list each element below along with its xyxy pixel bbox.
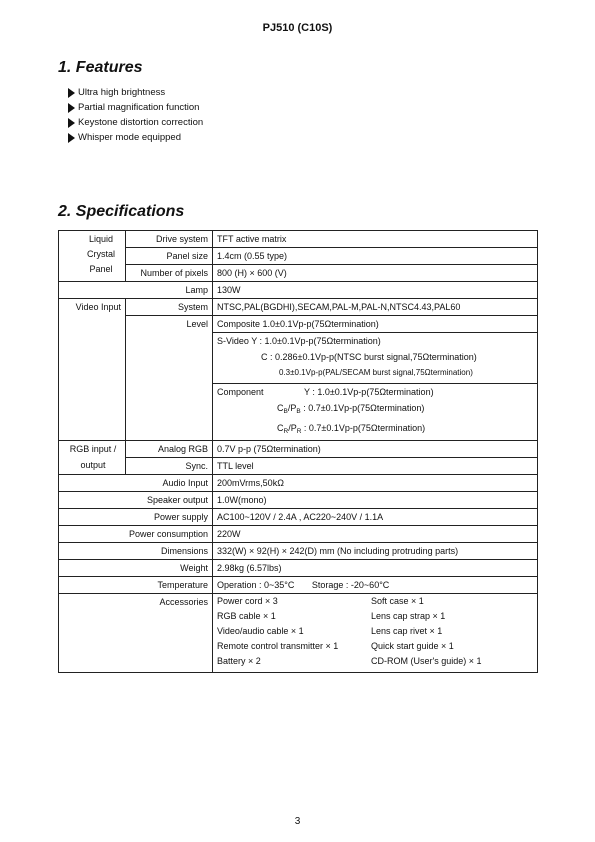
list-item: Soft case × 1 bbox=[371, 596, 424, 606]
cb-main: C bbox=[277, 403, 284, 413]
svideo-c: C : 0.286±0.1Vp-p(NTSC burst signal,75Ωtermination) bbox=[261, 352, 477, 362]
spec-label: Panel size bbox=[126, 248, 213, 265]
list-item: Remote control transmitter × 1 bbox=[217, 641, 339, 651]
list-item: Lens cap rivet × 1 bbox=[371, 626, 443, 636]
list-item bbox=[68, 100, 203, 115]
table-row bbox=[59, 248, 538, 265]
spec-value: Composite 1.0±0.1Vp-p(75Ωtermination) bbox=[213, 316, 538, 333]
cr-rest: : 0.7±0.1Vp-p(75Ωtermination) bbox=[301, 423, 426, 433]
triangle-bullet-icon bbox=[68, 133, 75, 143]
spec-value: 200mVrms,50kΩ bbox=[213, 475, 538, 492]
pr-sub: R bbox=[296, 428, 302, 435]
component-cr-line bbox=[217, 420, 533, 440]
feature-text: Ultra high brightness bbox=[78, 87, 166, 98]
spec-value: TFT active matrix bbox=[213, 231, 538, 248]
list-item: CD-ROM (User's guide) × 1 bbox=[371, 656, 482, 666]
spec-value: 2.98kg (6.57lbs) bbox=[213, 560, 538, 577]
pb-sub: B bbox=[296, 408, 301, 415]
features-list bbox=[68, 85, 203, 145]
spec-label: Lamp bbox=[59, 282, 213, 299]
table-row bbox=[59, 526, 538, 543]
spec-label: System bbox=[126, 299, 213, 316]
spec-value: 220W bbox=[213, 526, 538, 543]
table-row bbox=[59, 492, 538, 509]
spec-label: Power consumption bbox=[59, 526, 213, 543]
spec-label: Level bbox=[126, 316, 213, 441]
list-item: Quick start guide × 1 bbox=[371, 641, 454, 651]
table-row bbox=[59, 441, 538, 458]
spec-value: NTSC,PAL(BGDHI),SECAM,PAL-M,PAL-N,NTSC4.43,PAL60 bbox=[213, 299, 538, 316]
group-label-rgb: RGB input / output bbox=[59, 441, 126, 475]
spec-label: Dimensions bbox=[59, 543, 213, 560]
cr-sub: R bbox=[283, 428, 289, 435]
list-item: Lens cap strap × 1 bbox=[371, 611, 446, 621]
cr-sep: /P bbox=[288, 423, 297, 433]
spec-label: Audio Input bbox=[59, 475, 213, 492]
table-row bbox=[59, 316, 538, 333]
spec-value bbox=[213, 333, 538, 384]
spec-value: 0.7V p-p (75Ωtermination) bbox=[213, 441, 538, 458]
spec-value: AC100~120V / 2.4A , AC220~240V / 1.1A bbox=[213, 509, 538, 526]
spec-label: Temperature bbox=[59, 577, 213, 594]
list-item bbox=[68, 85, 203, 100]
table-row bbox=[59, 458, 538, 475]
accessories-list bbox=[217, 594, 533, 669]
spec-value: 332(W) × 92(H) × 242(D) mm (No including protruding parts) bbox=[213, 543, 538, 560]
cb-sub: B bbox=[283, 408, 288, 415]
table-row bbox=[59, 560, 538, 577]
page-header: PJ510 (C10S) bbox=[262, 22, 333, 34]
accessories-column-2 bbox=[371, 594, 525, 669]
cb-sep: /P bbox=[287, 403, 297, 413]
component-cb-line bbox=[217, 400, 533, 420]
spec-label: Analog RGB bbox=[126, 441, 213, 458]
spec-label: Sync. bbox=[126, 458, 213, 475]
table-row bbox=[59, 543, 538, 560]
table-row bbox=[59, 475, 538, 492]
table-row bbox=[59, 265, 538, 282]
spec-label: Drive system bbox=[126, 231, 213, 248]
triangle-bullet-icon bbox=[68, 118, 75, 128]
triangle-bullet-icon bbox=[68, 103, 75, 113]
table-row bbox=[59, 577, 538, 594]
component-y: Y : 1.0±0.1Vp-p(75Ωtermination) bbox=[304, 387, 434, 397]
spec-label: Weight bbox=[59, 560, 213, 577]
spec-value bbox=[213, 384, 538, 441]
spec-value: 1.4cm (0.55 type) bbox=[213, 248, 538, 265]
spec-value: Operation : 0~35°C Storage : -20~60°C bbox=[213, 577, 538, 594]
table-row bbox=[59, 594, 538, 673]
accessories-column-1 bbox=[217, 594, 371, 669]
specifications-table bbox=[58, 230, 538, 673]
feature-text: Partial magnification function bbox=[78, 102, 200, 113]
svideo-c2: 0.3±0.1Vp-p(PAL/SECAM burst signal,75Ωtermination) bbox=[279, 368, 473, 377]
features-title: 1. Features bbox=[58, 59, 143, 76]
spec-value bbox=[213, 594, 538, 673]
spec-label: Number of pixels bbox=[126, 265, 213, 282]
spec-value: 1.0W(mono) bbox=[213, 492, 538, 509]
cb-rest: : 0.7±0.1Vp-p(75Ωtermination) bbox=[300, 403, 425, 413]
feature-text: Whisper mode equipped bbox=[78, 132, 181, 143]
list-item bbox=[68, 115, 203, 130]
spec-value: 800 (H) × 600 (V) bbox=[213, 265, 538, 282]
specifications-title: 2. Specifications bbox=[58, 203, 185, 220]
spec-label: Speaker output bbox=[59, 492, 213, 509]
table-row bbox=[59, 509, 538, 526]
table-row bbox=[59, 282, 538, 299]
list-item: RGB cable × 1 bbox=[217, 611, 276, 621]
table-row bbox=[59, 231, 538, 248]
component-y-line bbox=[217, 384, 533, 400]
list-item: Video/audio cable × 1 bbox=[217, 626, 304, 636]
page-number: 3 bbox=[294, 816, 301, 827]
cr-main: C bbox=[277, 423, 284, 433]
list-item: Power cord × 3 bbox=[217, 596, 278, 606]
spec-label: Power supply bbox=[59, 509, 213, 526]
list-item: Battery × 2 bbox=[217, 656, 261, 666]
group-label-lcd: Liquid Crystal Panel bbox=[59, 231, 126, 282]
triangle-bullet-icon bbox=[68, 88, 75, 98]
component-label: Component bbox=[217, 387, 264, 397]
feature-text: Keystone distortion correction bbox=[78, 117, 204, 128]
svideo-y: S-Video Y : 1.0±0.1Vp-p(75Ωtermination) bbox=[217, 336, 381, 346]
group-label-video: Video Input bbox=[59, 299, 126, 441]
spec-value: 130W bbox=[213, 282, 538, 299]
spec-value: TTL level bbox=[213, 458, 538, 475]
table-row bbox=[59, 299, 538, 316]
list-item bbox=[68, 130, 203, 145]
spec-label: Accessories bbox=[59, 594, 213, 673]
